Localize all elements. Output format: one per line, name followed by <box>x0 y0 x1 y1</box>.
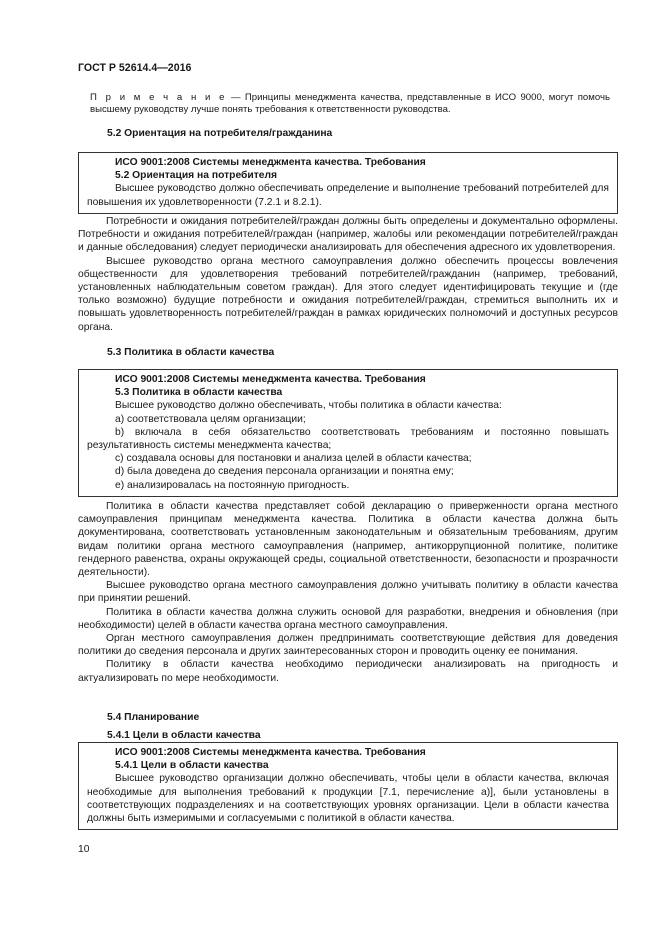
box-subtitle: 5.2 Ориентация на потребителя <box>115 170 278 182</box>
box-subtitle: 5.3 Политика в области качества <box>115 387 283 399</box>
paragraph: Орган местного самоуправления должен предпринимать соответствующие действия для доведения политики до сведения персонала и других заинтересованных сторон и проводить оценку ее понимания. <box>78 633 618 658</box>
box-title: ИСО 9001:2008 Системы менеджмента качества. Требования <box>115 374 426 385</box>
note <box>90 92 610 117</box>
paragraph: Политику в области качества необходимо периодически анализировать на пригодность и актуализировать по мере необходимости. <box>78 659 618 684</box>
paragraph: Высшее руководство органа местного самоуправления должно учитывать политику в области качества при принятии решений. <box>78 580 618 605</box>
section-heading-5-3: 5.3 Политика в области качества <box>107 347 275 358</box>
list-item: b) включала в себя обязательство соответствовать требованиям и постоянно повышать результативность системы менеджмента качества; <box>87 426 609 452</box>
section-heading-5-2: 5.2 Ориентация на потребителя/гражданина <box>107 128 333 139</box>
box-title: ИСО 9001:2008 Системы менеджмента качества. Требования <box>115 157 426 168</box>
note-label: П р и м е ч а н и е <box>90 92 227 103</box>
iso-quote-box-5-2 <box>78 152 618 214</box>
list-item: с) создавала основы для постановки и анализа целей в области качества; <box>115 453 472 465</box>
section-heading-5-4: 5.4 Планирование <box>107 712 200 723</box>
note-text: — Принципы менеджмента качества, представленные в ИСО 9000, могут помочь высшему руководству лучше понять требования к ответственности руководства. <box>90 92 610 116</box>
box-title: ИСО 9001:2008 Системы менеджмента качества. Требования <box>115 747 426 758</box>
list-item: а) соответствовала целям организации; <box>115 413 306 425</box>
subsection-heading-5-4-1: 5.4.1 Цели в области качества <box>107 730 261 741</box>
box-text: Высшее руководство должно обеспечивать определение и выполнение требований потребителей для повышения их удовлетворенности (7.2.1 и 8.2.1). <box>87 183 609 208</box>
iso-quote-box-5-3 <box>78 369 618 497</box>
paragraph: Потребности и ожидания потребителей/граждан должны быть определены и документально оформлены. Потребности и ожидания потребителей/граждан (например, жалобы или рекомендации потребителей/граждан и данные обследования) следует периодически анализировать для обеспечения адресного их удовлетворения. <box>78 216 618 254</box>
box-subtitle: 5.4.1 Цели в области качества <box>115 760 269 772</box>
box-intro: Высшее руководство должно обеспечивать, чтобы политика в области качества: <box>115 400 502 412</box>
box-text: Высшее руководство организации должно обеспечивать, чтобы цели в области качества, включая необходимые для выполнения требований к продукции [7.1, перечисление а)], были установлены в соответствующих подразделениях и на соответствующих уровнях организации. Цели в области качества должны быть измеримыми и согласуемыми с политикой в области качества. <box>87 773 609 825</box>
list-item: е) анализировалась на постоянную пригодность. <box>115 479 350 491</box>
iso-quote-box-5-4-1 <box>78 742 618 830</box>
list-item: d) была доведена до сведения персонала организации и понятна ему; <box>115 466 454 478</box>
paragraph: Высшее руководство органа местного самоуправления должно обеспечить процессы вовлечения общественности для удовлетворения требований потребителей/гражданин (например, требований, установленных наблюдательным советом граждан). Для этого следует идентифицировать текущие и (где только возможно) будущие потребности и ожидания потребителей/граждан, стремиться выполнить их и повышать удовлетворенность потребителей/граждан в рамках юридических полномочий и доступных ресурсов органа. <box>78 255 618 333</box>
section-text-5-3 <box>78 500 618 685</box>
document-id: ГОСТ Р 52614.4—2016 <box>78 62 192 74</box>
paragraph: Политика в области качества представляет собой декларацию о приверженности органа местного самоуправления принципам менеджмента качества. Политика в области качества должна быть документирована, соответствовать установленным законодательным и обязательным требованиям, другим видам политики органа местного самоуправления (например, антикоррупционной политике, политике гендерного равенства, охраны окружающей среды, социальной ответственности, безопасности и прозрачности деятельности). <box>78 501 618 579</box>
page-number: 10 <box>78 844 90 855</box>
section-text-5-2 <box>78 215 618 334</box>
paragraph: Политика в области качества должна служить основой для разработки, внедрения и обновления (при необходимости) целей в области качества органа местного самоуправления. <box>78 606 618 631</box>
